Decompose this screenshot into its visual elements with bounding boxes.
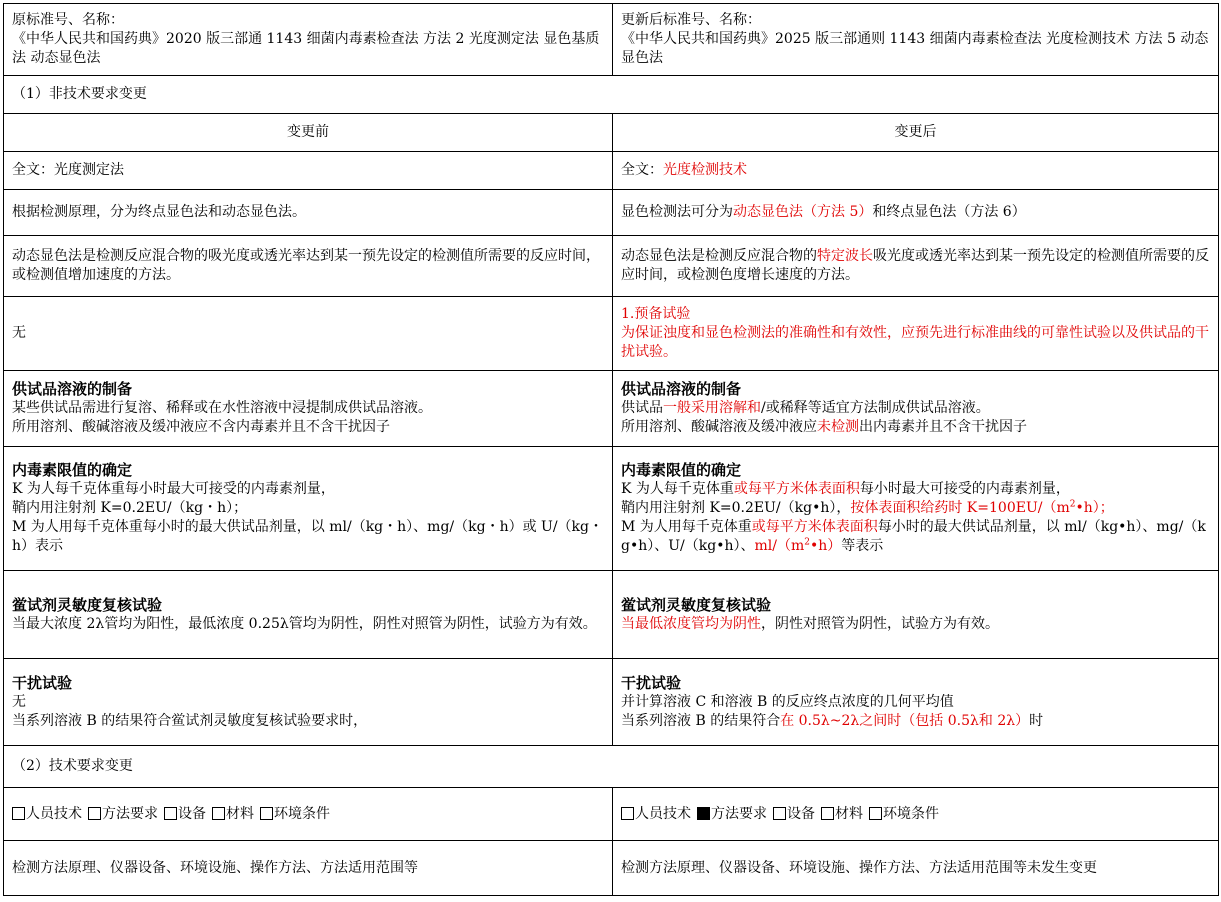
pretest-before: 无	[4, 297, 613, 371]
checkbox-after-2[interactable]	[773, 806, 815, 822]
section-technical-heading: （2）技术要求变更	[4, 746, 1219, 788]
checkbox-label: 人员技术	[635, 805, 691, 822]
sensitivity-before	[4, 571, 613, 659]
scope-after: 检测方法原理、仪器设备、环境设施、操作方法、方法适用范围等未发生变更	[613, 841, 1219, 896]
updated-standard-name: 《中华人民共和国药典》2025 版三部通则 1143 细菌内毒素检查法 光度检测技术 方法 5 动态显色法	[621, 31, 1209, 66]
endotoxin-limit-before-line3: M 为人用每千克体重每小时的最大供试品剂量，以 ml/（kg・h）、mg/（kg・h）或 U/（kg・h）表示	[12, 519, 603, 554]
checkbox-before-4[interactable]	[260, 806, 330, 822]
checkbox-after-4[interactable]	[869, 806, 939, 822]
section-technical-row	[4, 746, 1219, 788]
before-column-header: 变更前	[4, 114, 613, 152]
fulltext-after-text: 全文：	[621, 162, 663, 178]
unchecked-box-icon[interactable]	[212, 807, 225, 820]
solution-prep-title-after: 供试品溶液的制备	[621, 380, 742, 398]
checkbox-label: 设备	[178, 805, 206, 822]
column-header-row	[4, 114, 1219, 152]
sensitivity-before-text: 当最大浓度 2λ管均为阳性，最低浓度 0.25λ管均为阴性，阴性对照管为阴性，试验方为有效。	[12, 615, 597, 632]
solution-prep-after-line2: 所用溶剂、酸碱溶液及缓冲液应未检测出内毒素并且不含干扰因子	[621, 419, 1027, 435]
endotoxin-limit-after-line1: K 为人每千克体重或每平方米体表面积每小时最大可接受的内毒素剂量，	[621, 481, 1070, 497]
sensitivity-title-after: 鲎试剂灵敏度复核试验	[621, 595, 772, 614]
checkbox-label: 环境条件	[274, 805, 330, 822]
interference-after-line1: 并计算溶液 C 和溶液 B 的反应终点浓度的几何平均值	[621, 693, 954, 710]
solution-prep-before-line1: 某些供试品需进行复溶、稀释或在水性溶液中浸提制成供试品溶液。	[12, 400, 432, 416]
requirement-checkboxes-before	[4, 788, 613, 841]
dynamic-after-change: 特定波长	[817, 248, 873, 264]
dynamic-definition-after	[613, 236, 1219, 297]
endotoxin-limit-before	[4, 447, 613, 571]
after-column-header: 变更后	[613, 114, 1219, 152]
interference-before	[4, 659, 613, 746]
checkbox-after-0[interactable]	[621, 806, 691, 822]
checkbox-label: 人员技术	[26, 805, 82, 822]
sensitivity-after	[613, 571, 1219, 659]
principle-after-text: 显色检测法可分为	[621, 204, 733, 220]
principle-after-change: 动态显色法（方法 5）	[733, 204, 873, 220]
updated-standard-label: 更新后标准号、名称：	[621, 12, 761, 28]
fulltext-row	[4, 152, 1219, 190]
dynamic-after-text-2: 吸光度或透光率达到某一预先设定的检测值所需要的反应时间，或检测色度增长速度的方法。	[621, 248, 1209, 283]
scope-before: 检测方法原理、仪器设备、环境设施、操作方法、方法适用范围等	[4, 841, 613, 896]
interference-after-line2: 当系列溶液 B 的结果符合在 0.5λ~2λ之间时（包括 0.5λ和 2λ）时	[621, 712, 1044, 729]
interference-title-before: 干扰试验	[12, 673, 73, 692]
interference-row	[4, 659, 1219, 746]
unchecked-box-icon[interactable]	[260, 807, 273, 820]
principle-before: 根据检测原理，分为终点显色法和动态显色法。	[4, 190, 613, 236]
checkbox-label: 材料	[226, 805, 254, 822]
unchecked-box-icon[interactable]	[773, 807, 786, 820]
checkbox-after-3[interactable]	[821, 806, 863, 822]
pretest-after-title: 1.预备试验	[621, 306, 691, 322]
dynamic-after-text: 动态显色法是检测反应混合物的	[621, 248, 817, 264]
checkbox-before-3[interactable]	[212, 806, 254, 822]
pretest-after	[613, 297, 1219, 371]
interference-before-line1: 无	[12, 693, 26, 710]
standard-header-row	[4, 4, 1219, 76]
checkbox-label: 方法要求	[711, 805, 767, 822]
solution-prep-after	[613, 371, 1219, 447]
endotoxin-limit-title-after: 内毒素限值的确定	[621, 461, 742, 479]
sensitivity-after-text: 当最低浓度管均为阴性，阴性对照管为阴性，试验方为有效。	[621, 615, 999, 632]
original-standard-name: 《中华人民共和国药典》2020 版三部通 1143 细菌内毒素检查法 方法 2 光度测定法 显色基质法 动态显色法	[12, 31, 600, 66]
checkbox-label: 材料	[835, 805, 863, 822]
checkbox-before-0[interactable]	[12, 806, 82, 822]
updated-standard-cell	[613, 4, 1219, 76]
sensitivity-title-before: 鲎试剂灵敏度复核试验	[12, 595, 163, 614]
fulltext-before: 全文：光度测定法	[4, 152, 613, 190]
endotoxin-limit-title-before: 内毒素限值的确定	[12, 461, 133, 479]
principle-row	[4, 190, 1219, 236]
unchecked-box-icon[interactable]	[821, 807, 834, 820]
endotoxin-limit-after-line3: M 为人用每千克体重或每平方米体表面积每小时的最大供试品剂量，以 ml/（kg•h）、mg/（kg•h）、U/（kg•h）、$ml/(m^2•h)$等表示	[621, 519, 1206, 554]
fulltext-after-change: 光度检测技术	[663, 162, 747, 178]
solution-prep-after-line1: 供试品一般采用溶解和/或稀释等适宜方法制成供试品溶液。	[621, 400, 990, 416]
solution-prep-before-line2: 所用溶剂、酸碱溶液及缓冲液应不含内毒素并且不含干扰因子	[12, 419, 390, 435]
checkbox-label: 设备	[787, 805, 815, 822]
unchecked-box-icon[interactable]	[12, 807, 25, 820]
pretest-row	[4, 297, 1219, 371]
checkbox-before-2[interactable]	[164, 806, 206, 822]
requirement-checkboxes-after	[613, 788, 1219, 841]
unchecked-box-icon[interactable]	[164, 807, 177, 820]
principle-after-text-2: 和终点显色法（方法 6）	[872, 204, 1026, 220]
interference-title-after: 干扰试验	[621, 673, 682, 692]
endotoxin-limit-before-line2: 鞘内用注射剂 K=0.2EU/（kg・h）；	[12, 500, 248, 516]
principle-after	[613, 190, 1219, 236]
unchecked-box-icon[interactable]	[869, 807, 882, 820]
checkbox-label: 环境条件	[883, 805, 939, 822]
pretest-after-text: 为保证浊度和显色检测法的准确性和有效性，应预先进行标准曲线的可靠性试验以及供试品的干扰试验。	[621, 325, 1209, 360]
scope-row	[4, 841, 1219, 896]
unchecked-box-icon[interactable]	[88, 807, 101, 820]
endotoxin-limit-row	[4, 447, 1219, 571]
endotoxin-limit-after-line2: 鞘内用注射剂 K=0.2EU/（kg•h），按体表面积给药时 $K=100EU/(m^2•h)$；	[621, 499, 1114, 516]
solution-prep-before	[4, 371, 613, 447]
endotoxin-limit-before-line1: K 为人每千克体重每小时最大可接受的内毒素剂量，	[12, 481, 335, 497]
checked-box-icon[interactable]	[697, 807, 710, 820]
endotoxin-limit-after	[613, 447, 1219, 571]
checkbox-after-1[interactable]	[697, 806, 767, 822]
unchecked-box-icon[interactable]	[621, 807, 634, 820]
sensitivity-row	[4, 571, 1219, 659]
solution-prep-row	[4, 371, 1219, 447]
solution-prep-title-before: 供试品溶液的制备	[12, 380, 133, 398]
fulltext-after	[613, 152, 1219, 190]
section-nontechnical-heading: （1）非技术要求变更	[4, 76, 1219, 114]
original-standard-label: 原标准号、名称：	[12, 12, 124, 28]
interference-after	[613, 659, 1219, 746]
checkbox-label: 方法要求	[102, 805, 158, 822]
interference-before-line2: 当系列溶液 B 的结果符合鲎试剂灵敏度复核试验要求时，	[12, 712, 368, 729]
section-nontechnical-row	[4, 76, 1219, 114]
dynamic-definition-before: 动态显色法是检测反应混合物的吸光度或透光率达到某一预先设定的检测值所需要的反应时间，或检测值增加速度的方法。	[4, 236, 613, 297]
checkbox-before-1[interactable]	[88, 806, 158, 822]
change-comparison-table	[3, 3, 1219, 896]
checkbox-row	[4, 788, 1219, 841]
dynamic-definition-row	[4, 236, 1219, 297]
original-standard-cell	[4, 4, 613, 76]
